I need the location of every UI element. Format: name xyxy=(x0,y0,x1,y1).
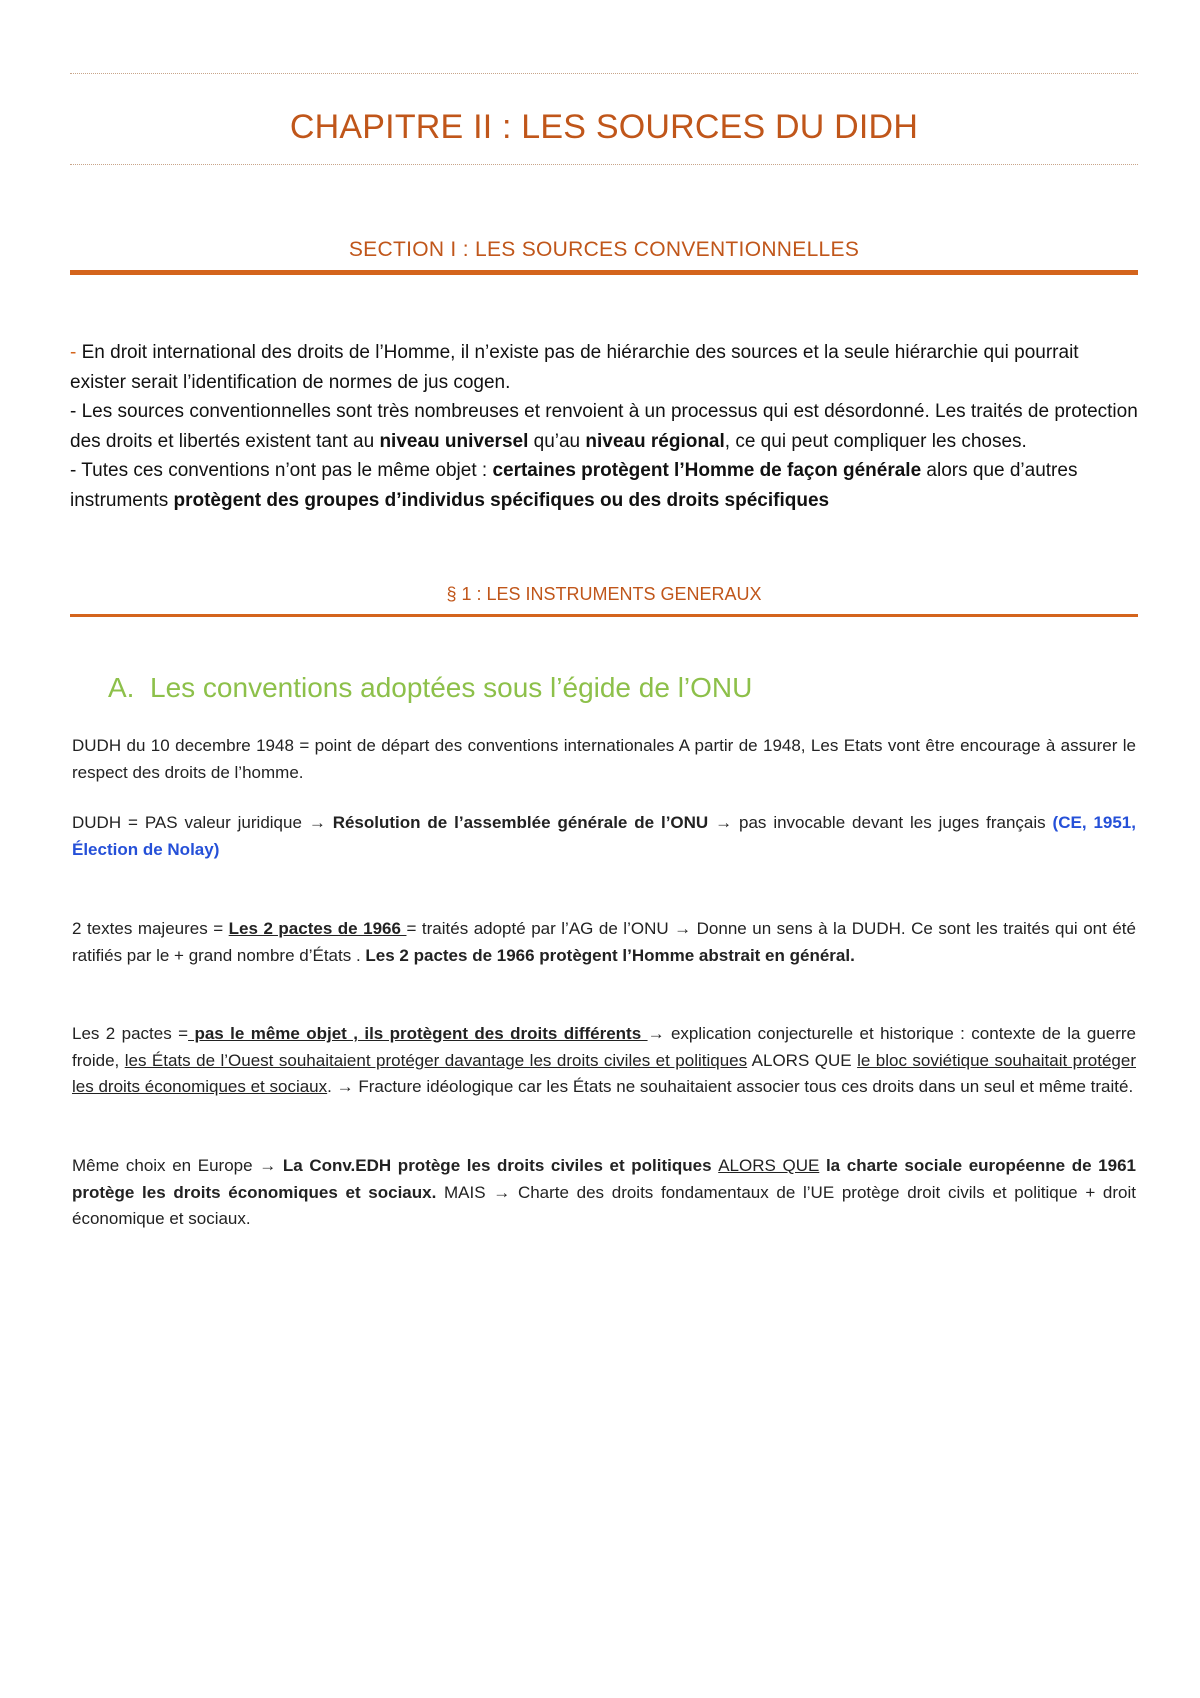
body-text-4e: ALORS QUE xyxy=(747,1050,858,1070)
paragraph-rule xyxy=(70,614,1138,617)
body-text-5d: la charte sociale européenne de 1961 protège les droits économiques et sociaux. xyxy=(72,1156,1136,1202)
arrow-icon: → xyxy=(674,919,692,938)
body-paragraph-4 xyxy=(72,1021,1136,1101)
case-citation: (CE, 1951, Élection de Nolay) xyxy=(72,813,1136,859)
body-text-3d: Donne un sens à la DUDH. Ce sont les traités qui ont été ratifiés par le + grand nombre d’États . xyxy=(72,919,1136,965)
intro-paragraph-1 xyxy=(70,338,1138,397)
intro-paragraph-2 xyxy=(70,397,1138,456)
subsection-letter: A. xyxy=(108,672,135,703)
body-text-3b: Les 2 pactes de 1966 xyxy=(228,919,407,938)
intro-text-2b: niveau universel xyxy=(379,430,529,452)
body-paragraph-3 xyxy=(72,916,1136,969)
header-dotted-rule xyxy=(70,73,1138,74)
intro-text-1: En droit international des droits de l’Homme, il n’existe pas de hiérarchie des sources et la seule hiérarchie qui pourrait exister serait l’identification de normes de jus cogen. xyxy=(70,342,1079,393)
arrow-icon: → xyxy=(493,1182,511,1202)
subsection-heading xyxy=(108,672,752,704)
body-text-5c: ALORS QUE xyxy=(718,1156,820,1175)
intro-text-3c: alors que d’autres instruments xyxy=(70,460,1078,511)
body-text-2c: pas invocable devant les juges français xyxy=(732,813,1053,832)
arrow-icon: → xyxy=(259,1156,277,1175)
body-text-5a: Même choix en Europe xyxy=(72,1156,260,1175)
body-text-4c: explication conjecturelle et historique : contexte de la guerre froide, xyxy=(72,1024,1137,1070)
body-text-5f: Charte des droits fondamentaux de l’UE protège droit civils et politique + droit économique et sociaux. xyxy=(72,1182,1136,1228)
body-text-5b: La Conv.EDH protège les droits civiles et politiques xyxy=(276,1156,719,1175)
body-text-3e: Les 2 pactes de 1966 protègent l’Homme abstrait en général. xyxy=(365,945,855,965)
body-text-4d: les États de l’Ouest souhaitaient protéger davantage les droits civiles et politiques xyxy=(124,1050,748,1070)
body-text-2b: Résolution de l’assemblée générale de l’ONU xyxy=(325,813,709,832)
intro-text-3b: certaines protègent l’Homme de façon générale xyxy=(492,460,922,481)
body-text-4b: pas le même objet , ils protègent des droits différents xyxy=(188,1024,648,1043)
intro-text-2a: - Les sources conventionnelles sont très nombreuses et renvoient à un processus qui est désordonné. Les traités de protection des droits et libertés existent tant au xyxy=(70,401,1138,452)
body-text-2a: DUDH = PAS valeur juridique xyxy=(72,813,309,832)
arrow-icon: → xyxy=(647,1024,665,1043)
body-text-4g: . xyxy=(327,1077,337,1096)
body-text-4f: le bloc soviétique souhaitait protéger les droits économiques et sociaux xyxy=(72,1050,1136,1096)
body-text-5e: MAIS xyxy=(436,1182,494,1202)
body-paragraph-5 xyxy=(72,1153,1136,1233)
arrow-icon: → xyxy=(336,1077,354,1096)
intro-text-2d: niveau régional xyxy=(585,430,725,452)
chapter-dotted-rule xyxy=(70,164,1138,165)
body-text-3c: = traités adopté par l’AG de l’ONU xyxy=(406,919,675,938)
intro-paragraph-3 xyxy=(70,456,1138,515)
arrow-icon: → xyxy=(308,813,326,832)
body-paragraph-2 xyxy=(72,810,1136,863)
intro-dash: - xyxy=(70,342,82,363)
intro-text-2e: , ce qui peut compliquer les choses. xyxy=(724,430,1027,452)
paragraph-title: § 1 : LES INSTRUMENTS GENERAUX xyxy=(446,584,762,604)
intro-text-3a: - Tutes ces conventions n’ont pas le même objet : xyxy=(70,460,493,481)
body-text-4a: Les 2 pactes = xyxy=(72,1024,189,1043)
intro-text-3d: protègent des groupes d’individus spécifiques ou des droits spécifiques xyxy=(173,489,830,511)
chapter-title: CHAPITRE II : LES SOURCES DU DIDH xyxy=(289,108,919,146)
subsection-title: Les conventions adoptées sous l’égide de l’ONU xyxy=(150,672,753,703)
body-text-4h: Fracture idéologique car les États ne souhaitaient associer tous ces droits dans un seul et même traité. xyxy=(353,1077,1134,1096)
section-title: SECTION I : LES SOURCES CONVENTIONNELLES xyxy=(348,238,860,261)
intro-text-2c: qu’au xyxy=(528,430,586,452)
intro-block xyxy=(70,338,1138,515)
body-text-1: DUDH du 10 decembre 1948 = point de départ des conventions internationales A partir de 1948, Les Etats vont être encourage à assurer le respect des droits de l’homme. xyxy=(72,736,1136,782)
section-rule xyxy=(70,270,1138,275)
arrow-icon: → xyxy=(715,813,733,832)
body-paragraph-1 xyxy=(72,733,1136,786)
body-text-3a: 2 textes majeures = xyxy=(72,919,229,938)
